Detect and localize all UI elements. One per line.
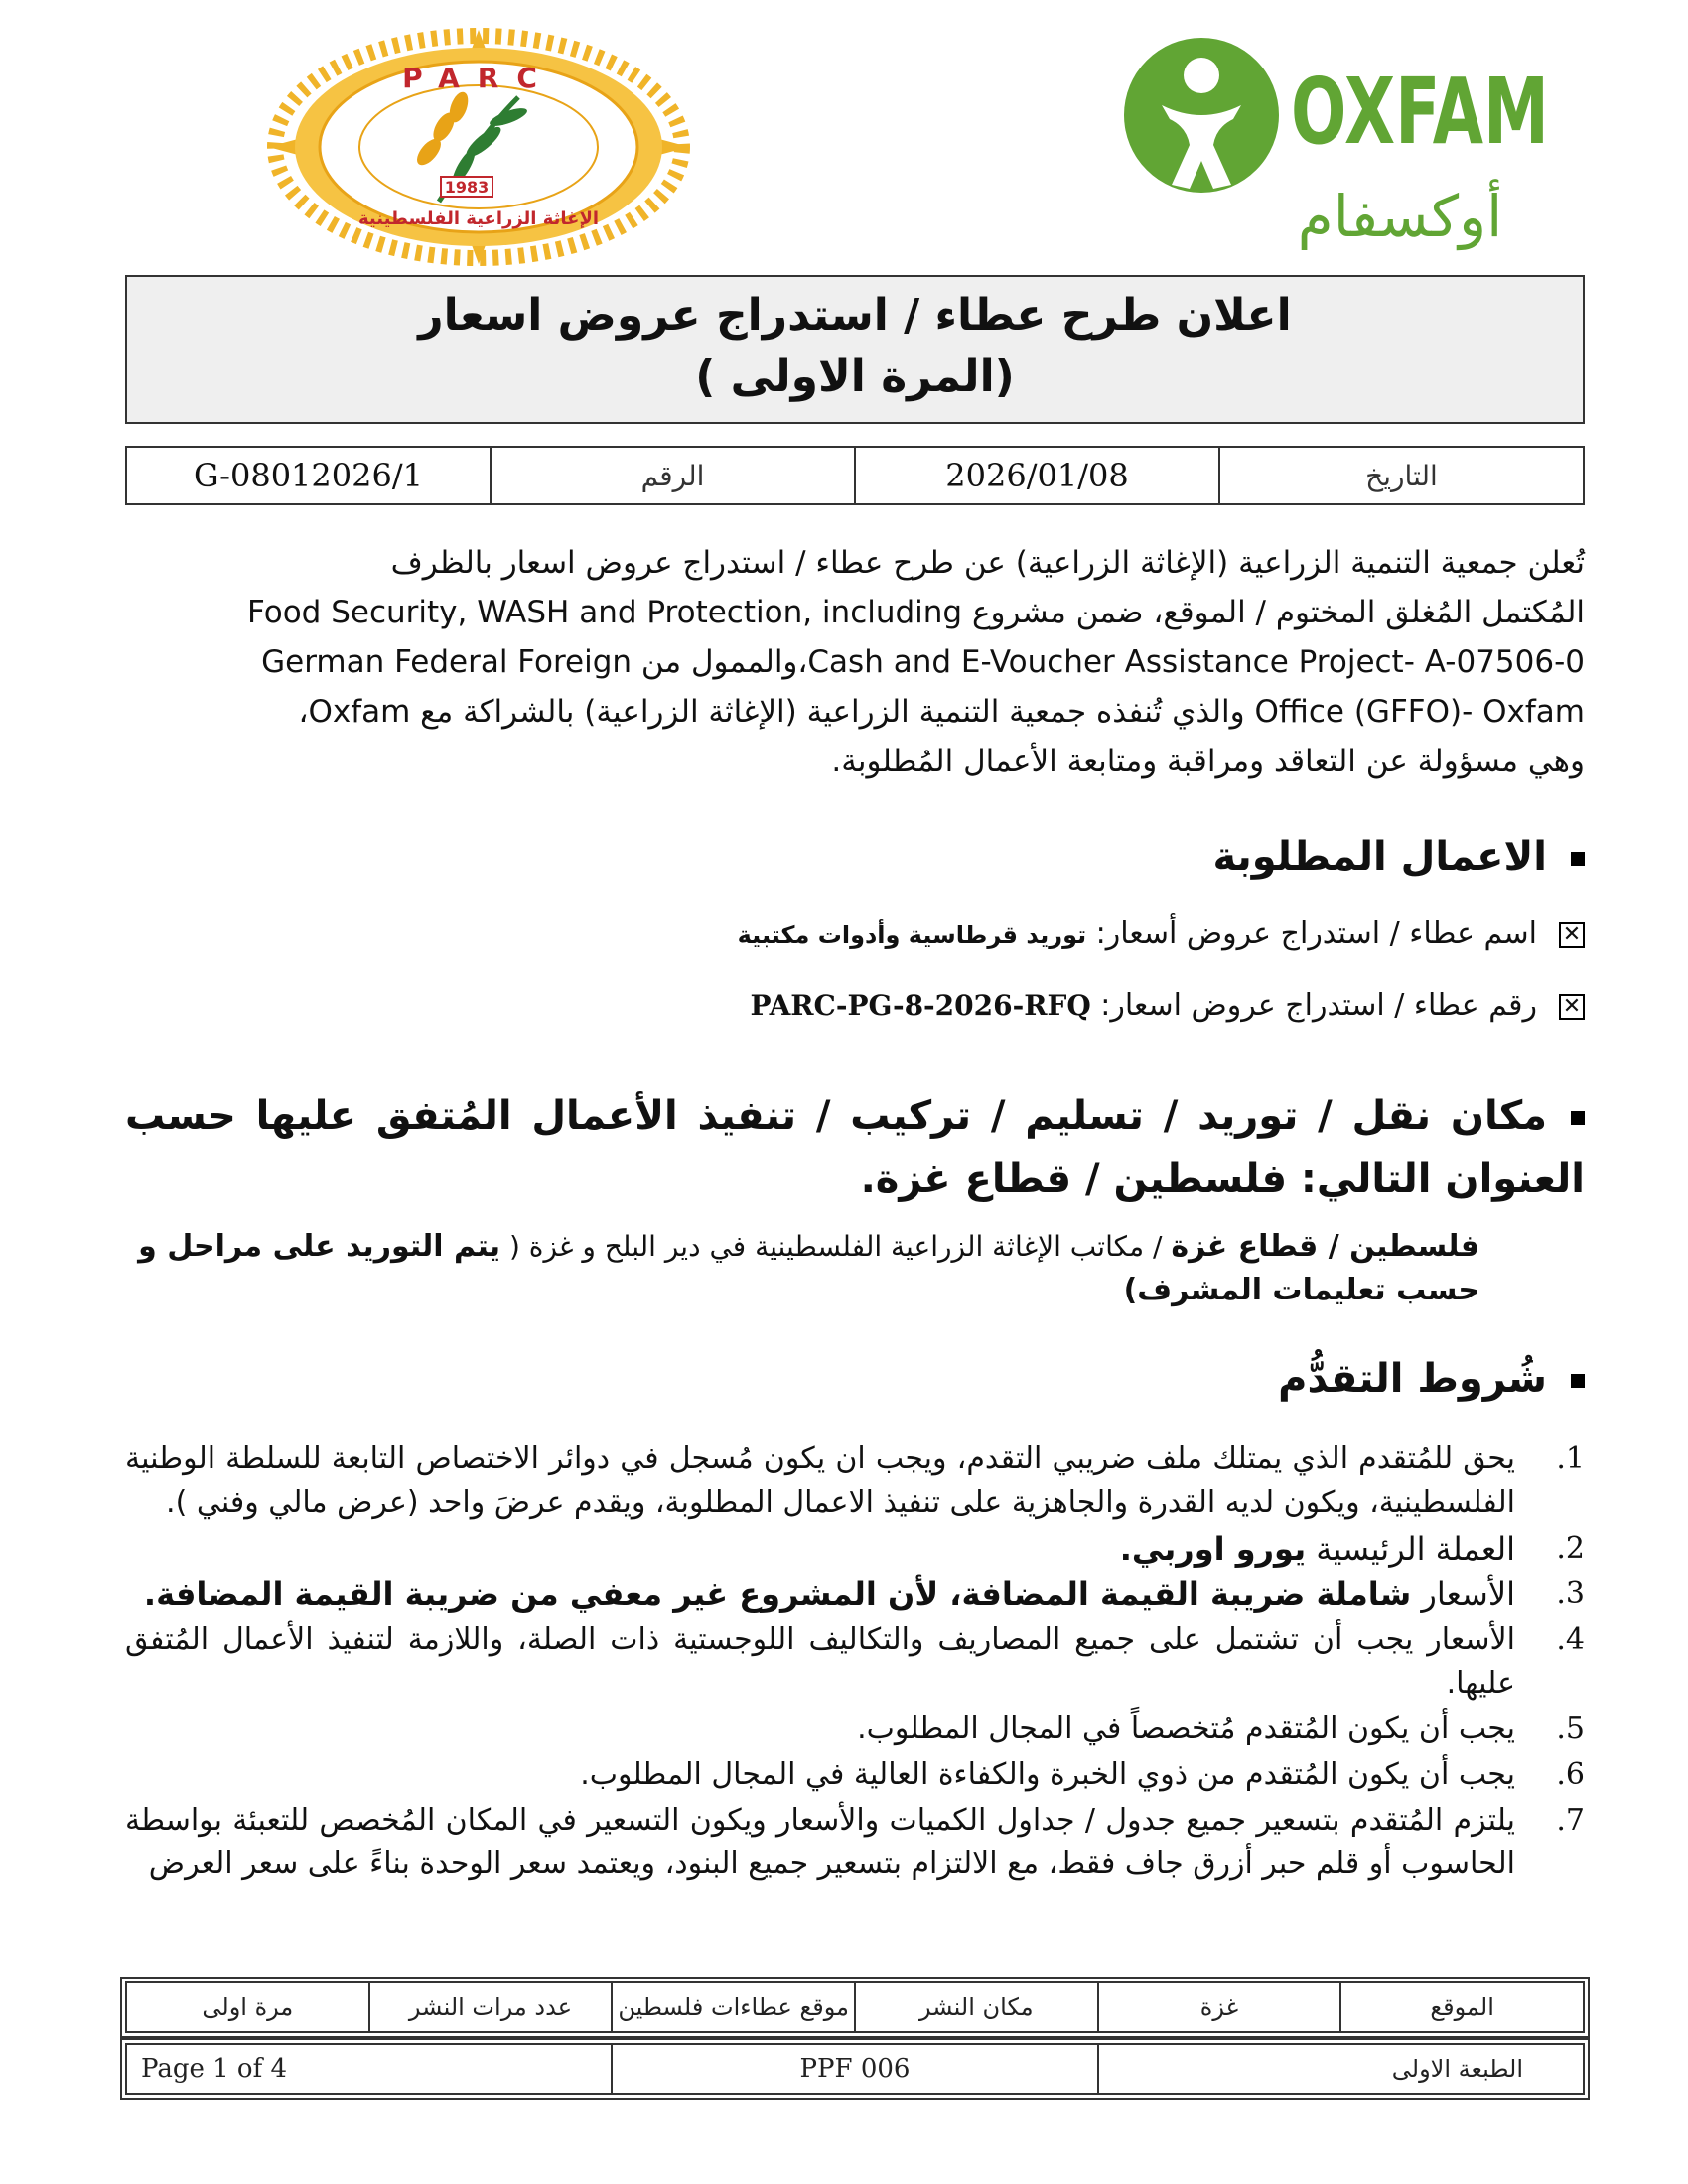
number-label: الرقم xyxy=(491,447,855,504)
footer-location-label: الموقع xyxy=(1340,1982,1584,2032)
footer-edition: الطبعة الاولى xyxy=(1098,2044,1584,2094)
footer-publish-site: موقع عطاءات فلسطين xyxy=(612,1982,855,2032)
place-body-text: / مكاتب الإغاثة الزراعية الفلسطينية في دير البلح و غزة ( xyxy=(500,1230,1172,1263)
tender-name-label: اسم عطاء / استدراج عروض أسعار: xyxy=(1086,916,1537,951)
title-box xyxy=(125,275,1585,424)
tender-number-label: رقم عطاء / استدراج عروض اسعار: xyxy=(1090,988,1537,1023)
condition-item: .7 يلتزم المُتقدم بتسعير جميع جدول / جداول الكميات والأسعار ويكون التسعير في المكان المُخصص للتعبئة بواسطة الحاسوب أو قلم حبر أزرق جاف فقط، مع الالتزام بتسعير جميع البنود، ويعتمد سعر الوحدة بناءً على سعر العرض xyxy=(125,1803,1585,1881)
title-line-2: (المرة الاولى ) xyxy=(695,351,1015,402)
place-body-bold-2: يتم التوريد على مراحل و حسب تعليمات المشرف) xyxy=(138,1229,1479,1307)
footer-publish-table xyxy=(125,1981,1585,2033)
checked-box-icon: ✕ xyxy=(1559,922,1585,948)
condition-item: .1 يحق للمُتقدم الذي يمتلك ملف ضريبي التقدم، ويجب ان يكون مُسجل في دوائر الاختصاص التابعة للسلطة الوطنية الفلسطينية، ويكون لديه القدرة والجاهزية على تنفيذ الاعمال المطلوبة، ويقدم عرضَ واحد (عرض مالي وفني ). xyxy=(125,1441,1585,1520)
parc-logo-arabic: الإغاثة الزراعية الفلسطينية xyxy=(357,208,600,229)
tender-name-line xyxy=(738,911,1585,958)
footer-page-number: Page 1 of 4 xyxy=(126,2044,612,2094)
number-value: G-08012026/1 xyxy=(126,447,491,504)
conditions-heading: شُروط التقدُّم xyxy=(1278,1356,1585,1402)
tender-name-value: توريد قرطاسية وأدوات مكتبية xyxy=(737,921,1087,949)
condition-item: .6 يجب أن يكون المُتقدم من ذوي الخبرة والكفاءة العالية في المجال المطلوب. xyxy=(580,1757,1585,1792)
place-heading: مكان نقل / توريد / تسليم / تركيب / تنفيذ الأعمال المُتفق عليها حسب العنوان التالي: فلسطين / قطاع غزة. xyxy=(125,1093,1585,1202)
title-line-1: اعلان طرح عطاء / استدراج عروض اسعار xyxy=(418,290,1292,341)
footer-location-value: غزة xyxy=(1098,1982,1341,2032)
bullet-square-icon xyxy=(1571,852,1585,866)
condition-item: .4 الأسعار يجب أن تشتمل على جميع المصاريف والتكاليف اللوجستية ذات الصلة، واللازمة لتنفيذ الأعمال المُتفق عليها. xyxy=(125,1622,1585,1701)
tender-number-value: PARC-PG-8-2026-RFQ xyxy=(750,989,1091,1022)
footer-page-table xyxy=(125,2043,1585,2095)
tender-number-line xyxy=(751,983,1585,1028)
footer-first-time: مرة اولى xyxy=(126,1982,369,2032)
footer-publish-place-label: مكان النشر xyxy=(855,1982,1098,2032)
place-body-bold-1: فلسطين / قطاع غزة xyxy=(1171,1229,1479,1264)
intro-line-2: المُكتمل المُغلق المختوم / الموقع، ضمن مشروع Food Security, WASH and Protection, including xyxy=(247,595,1585,630)
parc-logo-year: 1983 xyxy=(444,178,490,197)
intro-paragraph xyxy=(125,538,1585,786)
place-body xyxy=(125,1225,1479,1312)
date-value: 2026/01/08 xyxy=(855,447,1219,504)
info-table xyxy=(125,446,1585,505)
bullet-square-icon xyxy=(1571,1111,1585,1125)
works-heading: الاعمال المطلوبة xyxy=(1213,834,1585,880)
oxfam-logo-name: OXFAM xyxy=(1291,59,1549,165)
oxfam-logo-arabic: أوكسفام xyxy=(1297,183,1503,250)
intro-line-5: وهي مسؤولة عن التعاقد ومراقبة ومتابعة الأعمال المُطلوبة. xyxy=(831,744,1585,779)
conditions-list xyxy=(125,1437,1585,1888)
condition-item: .3 الأسعار شاملة ضريبة القيمة المضافة، لأن المشروع غير معفي من ضريبة القيمة المضافة. xyxy=(143,1575,1585,1613)
condition-item: .5 يجب أن يكون المُتقدم مُتخصصاً في المجال المطلوب. xyxy=(857,1711,1585,1746)
footer-form-code: PPF 006 xyxy=(612,2044,1097,2094)
date-label: التاريخ xyxy=(1219,447,1584,504)
checked-box-icon: ✕ xyxy=(1559,994,1585,1020)
intro-line-3: Cash and E-Voucher Assistance Project- A-07506-0،والممول من German Federal Foreign xyxy=(261,644,1585,680)
condition-item: .2 العملة الرئيسية يورو اوربي. xyxy=(1119,1530,1585,1568)
intro-line-1: تُعلن جمعية التنمية الزراعية (الإغاثة الزراعية) عن طرح عطاء / استدراج عروض اسعار بالظرف xyxy=(390,545,1585,581)
oxfam-logo xyxy=(1122,16,1589,264)
bullet-square-icon xyxy=(1571,1374,1585,1388)
intro-line-4: Office (GFFO)- Oxfam والذي تُنفذه جمعية التنمية الزراعية (الإغاثة الزراعية) بالشراكة مع Oxfam، xyxy=(298,694,1585,730)
footer-times-published-label: عدد مرات النشر xyxy=(369,1982,613,2032)
parc-logo-text: PARC xyxy=(402,62,555,94)
parc-logo xyxy=(260,28,697,266)
